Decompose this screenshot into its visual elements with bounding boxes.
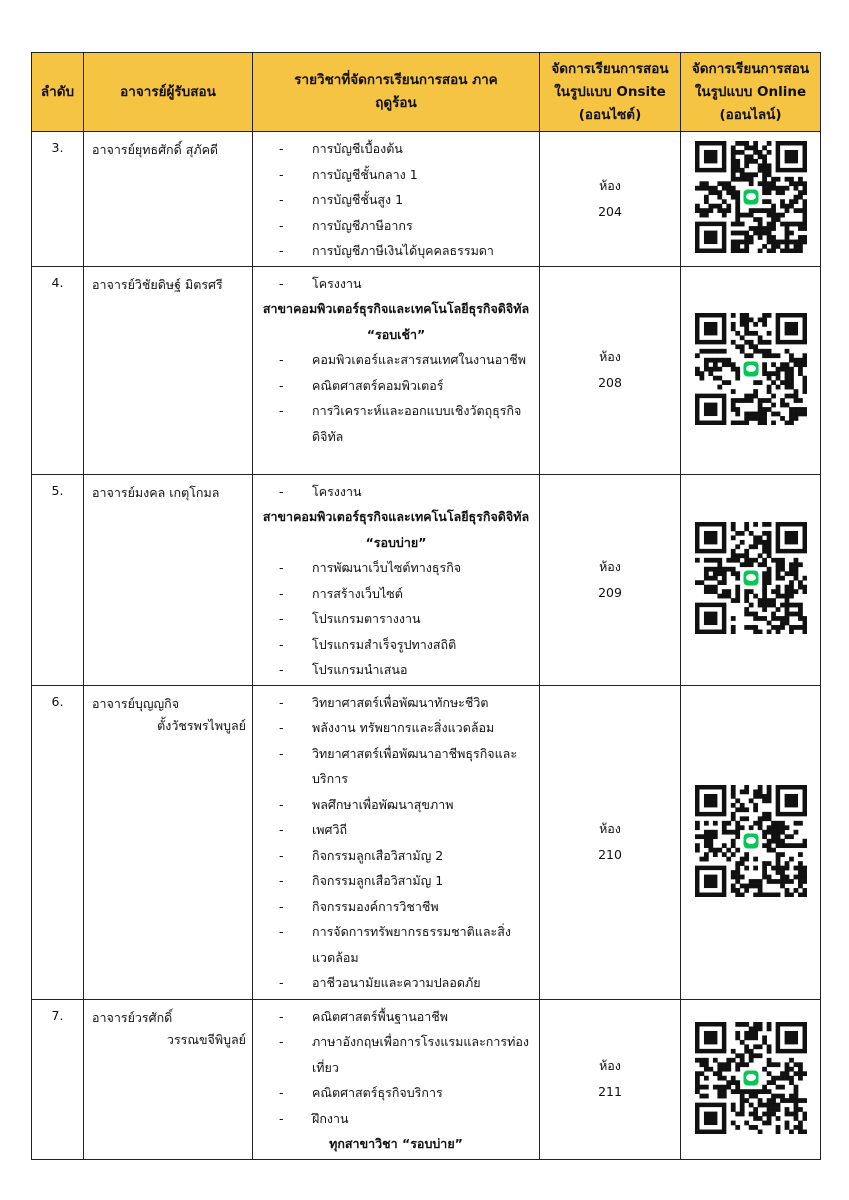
- subject-item: [279, 581, 535, 607]
- teacher-name: อาจารย์ยุทธศักดิ์ สุภัคดี: [92, 142, 219, 157]
- room-label: ห้อง: [599, 821, 621, 836]
- subjects-cell: [253, 132, 540, 267]
- bullet-dash: -: [279, 611, 284, 626]
- onsite-room-cell: [540, 132, 681, 267]
- subject-text: การจัดการทรัพยากรธรรมชาติและสิ่งแวดล้อม: [312, 924, 511, 965]
- subject-item: [279, 690, 535, 716]
- teacher-cell: [84, 685, 253, 999]
- room-label: ห้อง: [599, 177, 621, 193]
- qr-finder-pattern: [697, 1104, 724, 1131]
- qr-finder-pattern: [697, 143, 724, 170]
- subject-item: [279, 868, 535, 894]
- room-number: 211: [598, 1084, 622, 1099]
- table-row: [32, 474, 821, 685]
- online-qr-cell: [681, 685, 821, 999]
- subject-list: [279, 1004, 535, 1157]
- subject-text: การวิเคราะห์และออกแบบเชิงวัตถุธุรกิจดิจิทัล: [312, 403, 522, 444]
- qr-finder-pattern: [697, 605, 724, 632]
- bullet-dash: -: [279, 662, 284, 677]
- subject-item: [279, 555, 535, 581]
- subject-item: [279, 817, 535, 843]
- program-heading: [257, 504, 535, 555]
- bullet-dash: -: [279, 822, 284, 837]
- row-number: 3.: [32, 132, 84, 267]
- header-onsite: จัดการเรียนการสอนในรูปแบบ Onsite (ออนไซต์): [540, 53, 681, 132]
- line-qr-code-icon[interactable]: [695, 785, 807, 897]
- subject-text: กิจกรรมลูกเสือวิสามัญ 1: [312, 873, 444, 888]
- subject-text: ภาษาอังกฤษเพื่อการโรงแรมและการท่องเที่ยว: [312, 1034, 529, 1075]
- room-number: 210: [598, 847, 622, 862]
- qr-finder-pattern: [697, 867, 724, 894]
- table-row: [32, 999, 821, 1159]
- subject-text: การสร้างเว็บไซต์: [312, 585, 403, 601]
- bullet-dash: -: [279, 636, 284, 652]
- bullet-dash: -: [279, 1008, 284, 1024]
- line-qr-code-icon[interactable]: [695, 141, 807, 253]
- line-qr-code-icon[interactable]: [695, 1022, 807, 1134]
- bullet-dash: -: [279, 192, 284, 207]
- subject-text: กิจกรรมลูกเสือวิสามัญ 2: [312, 847, 444, 863]
- qr-finder-pattern: [697, 524, 724, 551]
- online-qr-cell: [681, 999, 821, 1159]
- subjects-cell: [253, 999, 540, 1159]
- subject-item: [279, 970, 535, 996]
- bullet-dash: -: [279, 141, 284, 156]
- subject-text: โปรแกรมนำเสนอ: [312, 662, 408, 677]
- table-row: [32, 685, 821, 999]
- teacher-cell: [84, 132, 253, 267]
- qr-finder-pattern: [697, 224, 724, 251]
- bullet-dash: -: [279, 1085, 284, 1100]
- program-note: [257, 1131, 535, 1157]
- row-number: 4.: [32, 266, 84, 474]
- subject-item: [279, 1106, 535, 1132]
- header-subjects: รายวิชาที่จัดการเรียนการสอน ภาคฤดูร้อน: [253, 53, 540, 132]
- qr-finder-pattern: [777, 524, 804, 551]
- subject-text: กิจกรรมองค์การวิชาชีพ: [312, 898, 439, 914]
- teacher-name: อาจารย์มงคล เกตุโกมล: [92, 484, 220, 500]
- subject-text: โปรแกรมตารางงาน: [312, 611, 421, 626]
- bullet-dash: -: [279, 217, 284, 233]
- subject-text: การพัฒนาเว็บไซต์ทางธุรกิจ: [312, 560, 462, 575]
- teacher-surname: ตั้งวัชรพรไพบูลย์: [157, 717, 246, 733]
- subject-item: [279, 213, 535, 239]
- header-teacher: อาจารย์ผู้รับสอน: [84, 53, 253, 132]
- subject-text: คอมพิวเตอร์และสารสนเทศในงานอาชีพ: [312, 352, 526, 367]
- teacher-name: อาจารย์วิชัยดิษฐ์ มิตรศรี: [92, 276, 223, 292]
- online-qr-cell: [681, 132, 821, 267]
- bullet-dash: -: [279, 243, 284, 258]
- onsite-room-cell: [540, 999, 681, 1159]
- qr-finder-pattern: [777, 1024, 804, 1051]
- header-no: ลำดับ: [32, 53, 84, 132]
- subject-item: [279, 894, 535, 920]
- subject-item: [279, 1029, 535, 1080]
- subject-item: [279, 606, 535, 632]
- room-label: ห้อง: [599, 349, 621, 364]
- bullet-dash: -: [279, 166, 284, 182]
- subject-list: [262, 479, 535, 683]
- bullet-dash: -: [279, 847, 284, 863]
- subject-text: เพศวิถี: [312, 822, 348, 837]
- subject-item: [279, 187, 535, 213]
- subject-text: โครงงาน: [312, 275, 362, 291]
- subject-text: สาขาคอมพิวเตอร์ธุรกิจและเทคโนโลยีธุรกิจดิจิทัล “รอบเช้า”: [262, 301, 530, 342]
- teacher-surname: วรรณขจีพิบูลย์: [166, 1031, 246, 1047]
- subject-item: [279, 238, 535, 264]
- subject-text: วิทยาศาสตร์เพื่อพัฒนาอาชีพธุรกิจและบริการ: [312, 745, 518, 786]
- qr-finder-pattern: [777, 787, 804, 814]
- subject-list: [262, 271, 535, 450]
- qr-finder-pattern: [697, 315, 724, 342]
- bullet-dash: -: [279, 796, 284, 812]
- bullet-dash: -: [279, 352, 284, 367]
- bullet-dash: -: [279, 403, 284, 418]
- teacher-name: อาจารย์วรศักดิ์: [92, 1009, 173, 1025]
- subject-item: [279, 1004, 535, 1030]
- subject-item: [279, 657, 535, 683]
- subject-text: การบัญชีภาษีอากร: [312, 217, 413, 233]
- row-number: 7.: [32, 999, 84, 1159]
- bullet-dash: -: [279, 1110, 284, 1126]
- subject-item: [279, 919, 535, 970]
- subject-item: [279, 271, 535, 297]
- room-label: ห้อง: [599, 1058, 621, 1073]
- subject-item: [279, 741, 535, 792]
- subject-text: การบัญชีชั้นกลาง 1: [312, 166, 418, 182]
- teacher-cell: [84, 999, 253, 1159]
- subject-list: [279, 136, 535, 264]
- room-label: ห้อง: [599, 558, 621, 574]
- subject-text: โครงงาน: [312, 483, 362, 499]
- subject-item: [279, 373, 535, 399]
- subject-text: สาขาคอมพิวเตอร์ธุรกิจและเทคโนโลยีธุรกิจดิจิทัล “รอบบ่าย”: [262, 509, 530, 550]
- subject-text: ทุกสาขาวิชา “รอบบ่าย”: [329, 1136, 463, 1151]
- teacher-cell: [84, 266, 253, 474]
- qr-finder-pattern: [697, 1024, 724, 1051]
- subject-list: [279, 690, 535, 996]
- subject-item: [279, 479, 535, 505]
- subject-text: ฝึกงาน: [312, 1110, 349, 1126]
- bullet-dash: -: [279, 745, 284, 761]
- onsite-room-cell: [540, 266, 681, 474]
- teacher-name: อาจารย์บุญญกิจ: [92, 695, 180, 711]
- table-row: [32, 132, 821, 267]
- subject-item: [279, 162, 535, 188]
- subject-text: การบัญชีภาษีเงินได้บุคคลธรรมดา: [312, 243, 494, 258]
- subject-item: [279, 347, 535, 373]
- header-online: จัดการเรียนการสอนในรูปแบบ Online (ออนไลน์): [681, 53, 821, 132]
- online-qr-cell: [681, 266, 821, 474]
- bullet-dash: -: [279, 560, 284, 575]
- subjects-cell: [253, 685, 540, 999]
- bullet-dash: -: [279, 483, 284, 499]
- bullet-dash: -: [279, 873, 284, 888]
- subject-text: คณิตศาสตร์พื้นฐานอาชีพ: [312, 1008, 448, 1024]
- table-row: [32, 266, 821, 474]
- subjects-cell: [253, 474, 540, 685]
- subject-item: [279, 632, 535, 658]
- line-qr-code-icon[interactable]: [695, 522, 807, 634]
- subject-text: วิทยาศาสตร์เพื่อพัฒนาทักษะชีวิต: [312, 694, 489, 710]
- subject-text: การบัญชีชั้นสูง 1: [312, 192, 404, 207]
- qr-finder-pattern: [777, 315, 804, 342]
- subject-item: [279, 715, 535, 741]
- online-qr-cell: [681, 474, 821, 685]
- subject-text: คณิตศาสตร์ธุรกิจบริการ: [312, 1085, 443, 1100]
- bullet-dash: -: [279, 585, 284, 601]
- bullet-dash: -: [279, 898, 284, 914]
- subject-item: [279, 792, 535, 818]
- row-number: 5.: [32, 474, 84, 685]
- bullet-dash: -: [279, 694, 284, 710]
- subject-text: การบัญชีเบื้องต้น: [312, 141, 403, 156]
- program-heading: [257, 296, 535, 347]
- bullet-dash: -: [279, 275, 284, 291]
- subject-text: โปรแกรมสำเร็จรูปทางสถิติ: [312, 636, 457, 652]
- subjects-cell: [253, 266, 540, 474]
- onsite-room-cell: [540, 685, 681, 999]
- room-number: 209: [598, 584, 622, 600]
- room-number: 208: [598, 375, 622, 390]
- subject-item: [279, 843, 535, 869]
- subject-text: พลังงาน ทรัพยากรและสิ่งแวดล้อม: [312, 720, 495, 735]
- bullet-dash: -: [279, 377, 284, 393]
- bullet-dash: -: [279, 1034, 284, 1049]
- subject-item: [279, 398, 535, 449]
- qr-finder-pattern: [697, 787, 724, 814]
- subject-item: [279, 1080, 535, 1106]
- bullet-dash: -: [279, 924, 284, 939]
- subject-text: อาชีวอนามัยและความปลอดภัย: [312, 975, 481, 990]
- teacher-cell: [84, 474, 253, 685]
- bullet-dash: -: [279, 720, 284, 735]
- table-header-row: [32, 53, 821, 132]
- bullet-dash: -: [279, 975, 284, 990]
- subject-item: [279, 136, 535, 162]
- schedule-table: [31, 52, 821, 1160]
- room-number: 204: [598, 203, 622, 219]
- qr-finder-pattern: [697, 395, 724, 422]
- line-qr-code-icon[interactable]: [695, 313, 807, 425]
- subject-text: พลศึกษาเพื่อพัฒนาสุขภาพ: [312, 796, 454, 812]
- qr-finder-pattern: [777, 143, 804, 170]
- onsite-room-cell: [540, 474, 681, 685]
- row-number: 6.: [32, 685, 84, 999]
- subject-text: คณิตศาสตร์คอมพิวเตอร์: [312, 377, 444, 393]
